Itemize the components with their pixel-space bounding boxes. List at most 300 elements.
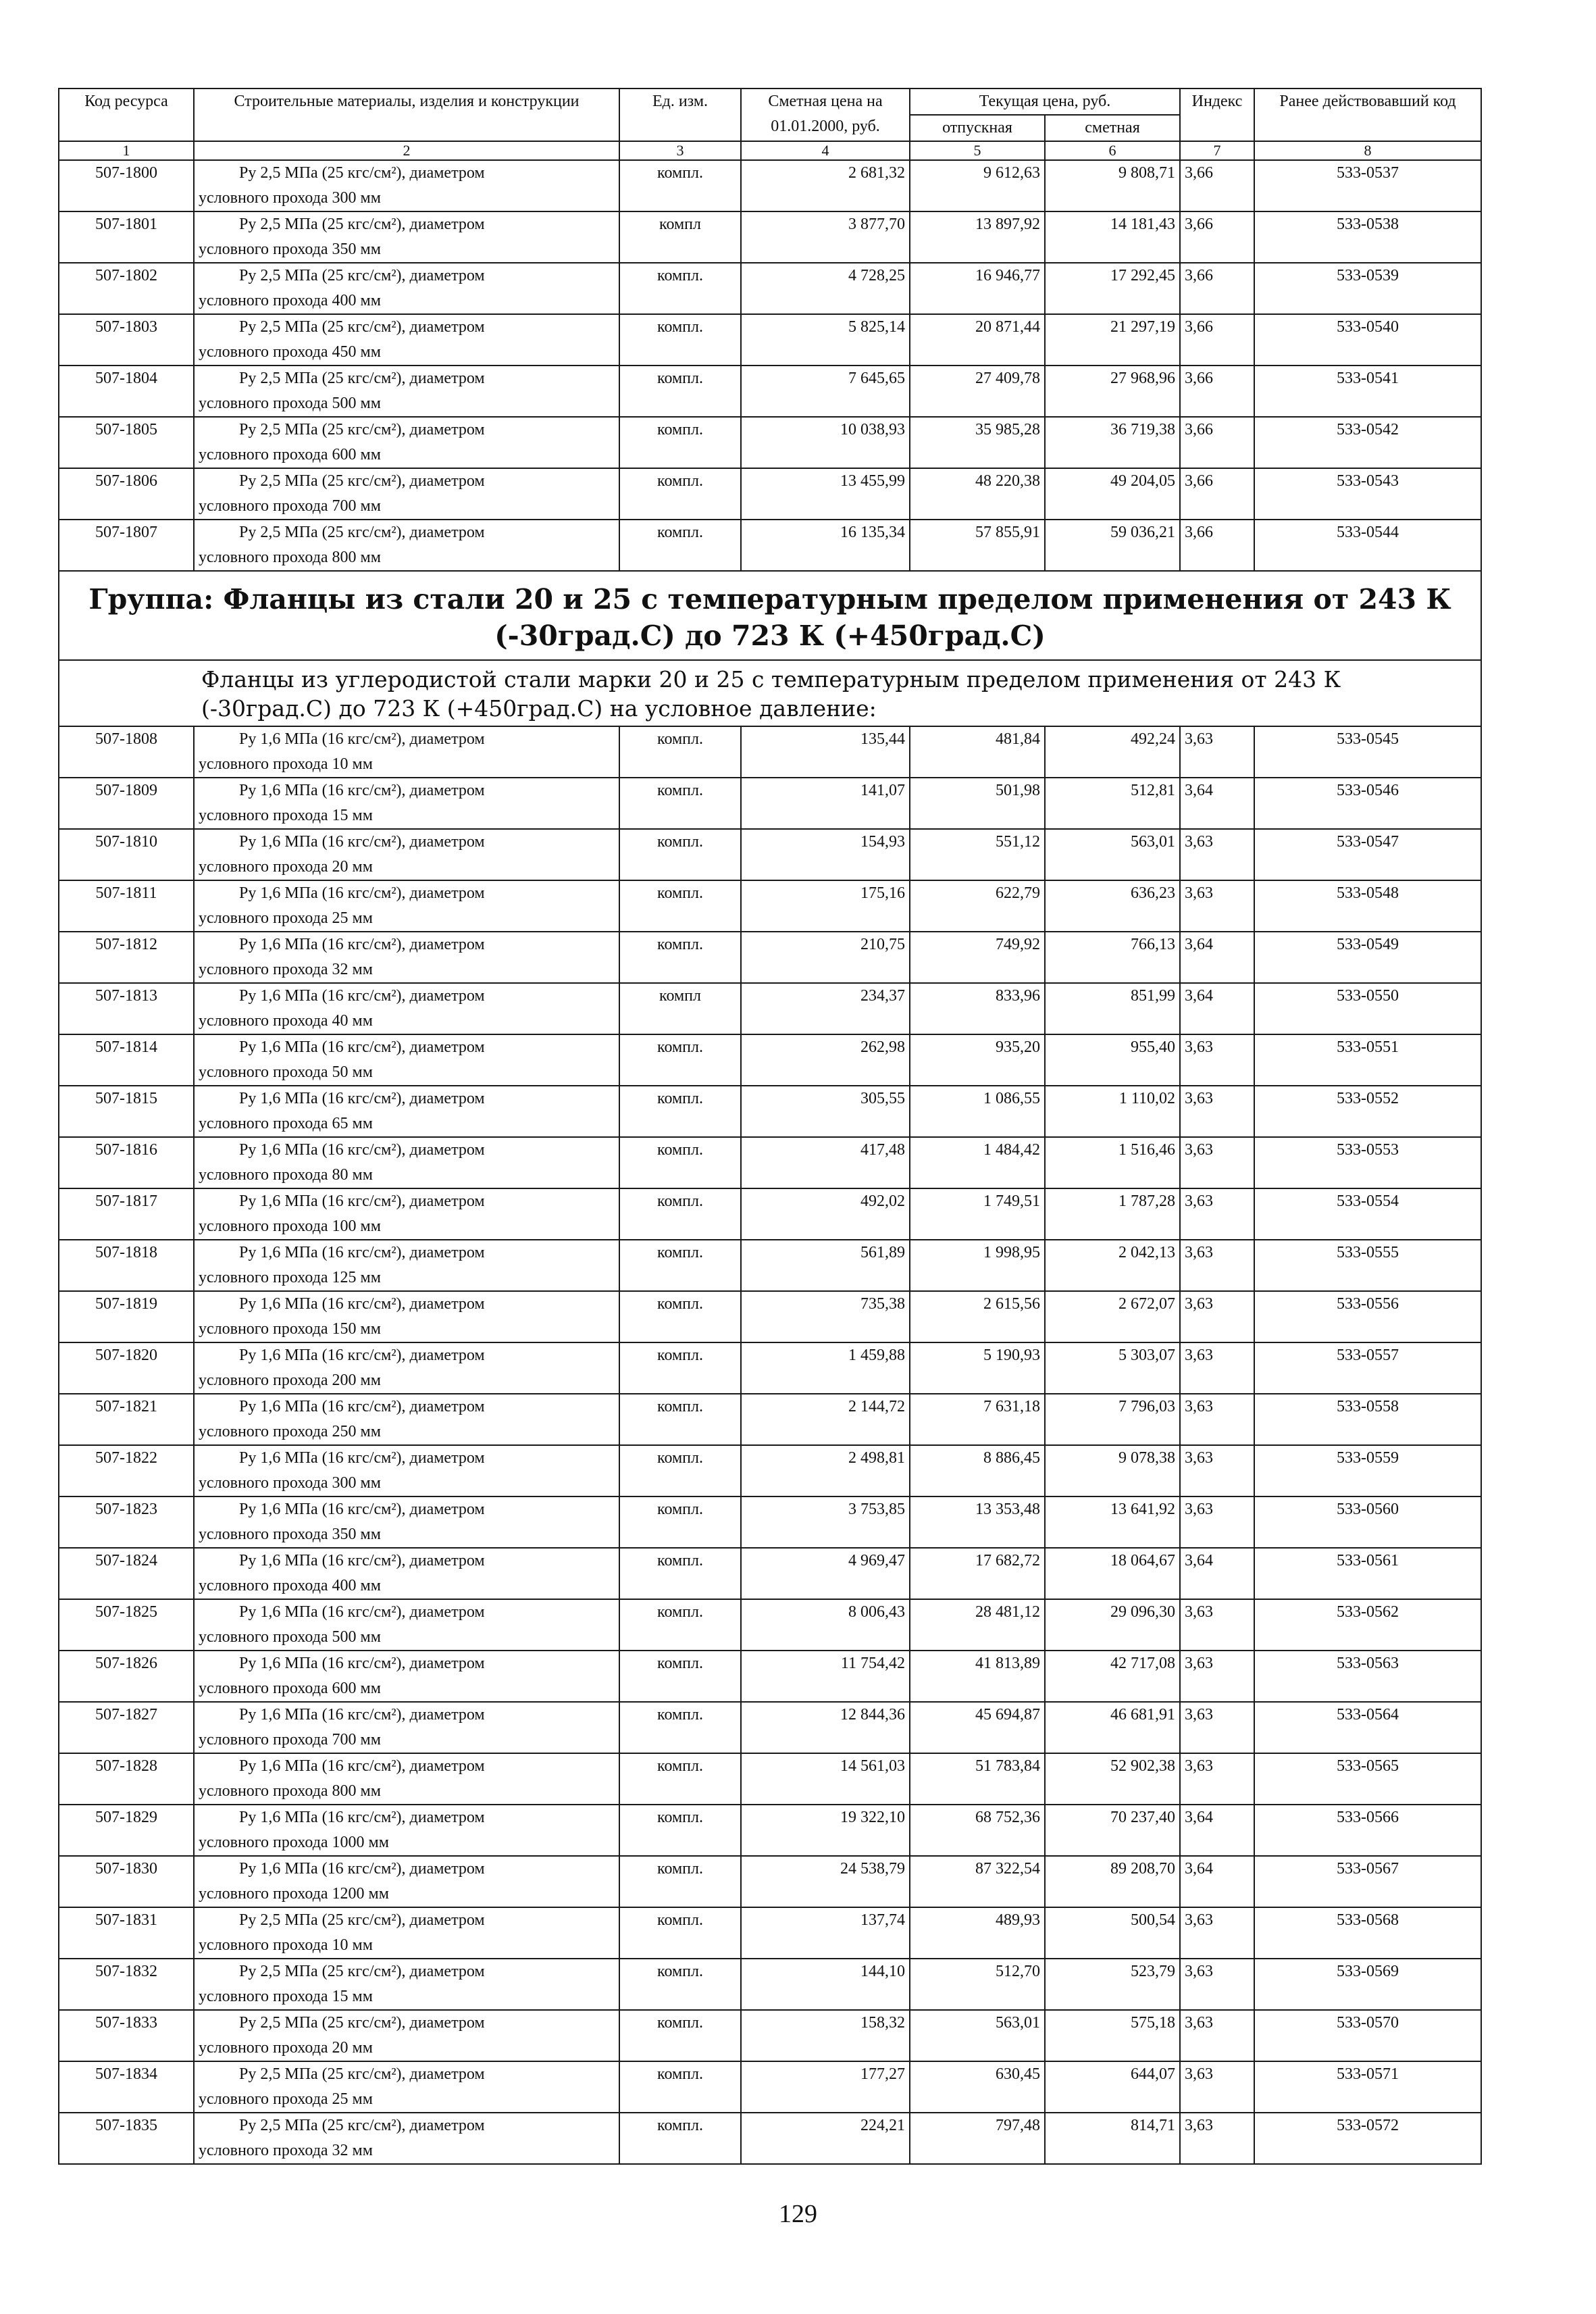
base-price: 175,16 xyxy=(741,880,910,932)
material-name xyxy=(194,1907,619,1959)
table-row xyxy=(59,314,1481,366)
estimate-price: 18 064,67 xyxy=(1045,1548,1180,1599)
header-base-price: Сметная цена на 01.01.2000, руб. xyxy=(741,89,910,141)
rows-section-a xyxy=(59,160,1481,571)
price-index: 3,63 xyxy=(1180,829,1254,880)
table-row xyxy=(59,1240,1481,1291)
release-price: 27 409,78 xyxy=(910,366,1045,417)
base-price: 144,10 xyxy=(741,1959,910,2010)
estimate-price: 512,81 xyxy=(1045,778,1180,829)
estimate-price: 851,99 xyxy=(1045,983,1180,1034)
previous-code: 533-0561 xyxy=(1254,1548,1481,1599)
material-name xyxy=(194,1342,619,1394)
previous-code: 533-0554 xyxy=(1254,1188,1481,1240)
material-name-line1: Ру 1,6 МПа (16 кгс/см²), диаметром xyxy=(239,1090,485,1107)
release-price: 501,98 xyxy=(910,778,1045,829)
table-row xyxy=(59,1599,1481,1651)
material-name-line2: условного прохода 400 мм xyxy=(199,1577,381,1594)
material-name-line2: условного прохода 25 мм xyxy=(199,2090,373,2108)
table-row xyxy=(59,417,1481,468)
material-name-line2: условного прохода 1000 мм xyxy=(199,1834,389,1851)
col-number: 8 xyxy=(1254,141,1481,160)
unit: компл. xyxy=(619,932,741,983)
material-name-line1: Ру 2,5 МПа (25 кгс/см²), диаметром xyxy=(239,524,485,541)
header-prev-code: Ранее действовавший код xyxy=(1254,89,1481,141)
table-row xyxy=(59,983,1481,1034)
price-index: 3,66 xyxy=(1180,160,1254,211)
unit: компл. xyxy=(619,1702,741,1753)
base-price: 262,98 xyxy=(741,1034,910,1086)
material-name-line2: условного прохода 250 мм xyxy=(199,1423,381,1440)
material-name-line1: Ру 1,6 МПа (16 кгс/см²), диаметром xyxy=(239,1244,485,1261)
table-row xyxy=(59,1034,1481,1086)
price-index: 3,63 xyxy=(1180,1496,1254,1548)
price-index: 3,63 xyxy=(1180,1034,1254,1086)
material-name xyxy=(194,932,619,983)
material-name-line2: условного прохода 200 мм xyxy=(199,1372,381,1389)
resource-code: 507-1800 xyxy=(59,160,194,211)
base-price: 177,27 xyxy=(741,2061,910,2113)
previous-code: 533-0547 xyxy=(1254,829,1481,880)
unit: компл. xyxy=(619,1086,741,1137)
estimate-price: 5 303,07 xyxy=(1045,1342,1180,1394)
material-name-line1: Ру 1,6 МПа (16 кгс/см²), диаметром xyxy=(239,1501,485,1518)
header-estimate-price: сметная xyxy=(1045,115,1180,141)
material-name-line1: Ру 1,6 МПа (16 кгс/см²), диаметром xyxy=(239,730,485,748)
unit: компл. xyxy=(619,1599,741,1651)
table-row xyxy=(59,1445,1481,1496)
resource-code: 507-1813 xyxy=(59,983,194,1034)
table-row xyxy=(59,1702,1481,1753)
base-price: 154,93 xyxy=(741,829,910,880)
previous-code: 533-0571 xyxy=(1254,2061,1481,2113)
price-index: 3,63 xyxy=(1180,1137,1254,1188)
estimate-price: 36 719,38 xyxy=(1045,417,1180,468)
table-row xyxy=(59,1753,1481,1805)
previous-code: 533-0553 xyxy=(1254,1137,1481,1188)
subgroup-title: Фланцы из углеродистой стали марки 20 и 25 с температурным пределом применения от 243 К (-30град.С) до 723 К (+450град.С) на условное давление: xyxy=(59,660,1481,726)
price-index: 3,63 xyxy=(1180,2010,1254,2061)
material-name-line1: Ру 1,6 МПа (16 кгс/см²), диаметром xyxy=(239,987,485,1005)
material-name-line2: условного прохода 15 мм xyxy=(199,807,373,824)
base-price: 4 728,25 xyxy=(741,263,910,314)
unit: компл. xyxy=(619,726,741,778)
base-price: 11 754,42 xyxy=(741,1651,910,1702)
rows-section-b xyxy=(59,726,1481,2164)
material-name-line2: условного прохода 300 мм xyxy=(199,189,381,207)
price-index: 3,66 xyxy=(1180,520,1254,571)
material-name-line1: Ру 2,5 МПа (25 кгс/см²), диаметром xyxy=(239,1963,485,1980)
table-row xyxy=(59,1959,1481,2010)
resource-code: 507-1823 xyxy=(59,1496,194,1548)
estimate-price: 14 181,43 xyxy=(1045,211,1180,263)
material-name-line1: Ру 1,6 МПа (16 кгс/см²), диаметром xyxy=(239,1347,485,1364)
release-price: 17 682,72 xyxy=(910,1548,1045,1599)
material-name-line2: условного прохода 350 мм xyxy=(199,1526,381,1543)
base-price: 16 135,34 xyxy=(741,520,910,571)
price-index: 3,66 xyxy=(1180,468,1254,520)
material-name xyxy=(194,1496,619,1548)
release-price: 551,12 xyxy=(910,829,1045,880)
previous-code: 533-0555 xyxy=(1254,1240,1481,1291)
price-index: 3,66 xyxy=(1180,314,1254,366)
base-price: 2 498,81 xyxy=(741,1445,910,1496)
table-row xyxy=(59,468,1481,520)
previous-code: 533-0539 xyxy=(1254,263,1481,314)
base-price: 224,21 xyxy=(741,2113,910,2164)
unit: компл. xyxy=(619,1856,741,1907)
estimate-price: 59 036,21 xyxy=(1045,520,1180,571)
estimate-price: 49 204,05 xyxy=(1045,468,1180,520)
unit: компл. xyxy=(619,2010,741,2061)
unit: компл. xyxy=(619,2113,741,2164)
material-name-line1: Ру 1,6 МПа (16 кгс/см²), диаметром xyxy=(239,1552,485,1569)
release-price: 35 985,28 xyxy=(910,417,1045,468)
material-name xyxy=(194,1805,619,1856)
material-name xyxy=(194,1651,619,1702)
table-row xyxy=(59,2010,1481,2061)
material-name-line1: Ру 1,6 МПа (16 кгс/см²), диаметром xyxy=(239,1295,485,1313)
col-number: 7 xyxy=(1180,141,1254,160)
previous-code: 533-0538 xyxy=(1254,211,1481,263)
material-name-line2: условного прохода 50 мм xyxy=(199,1063,373,1081)
release-price: 489,93 xyxy=(910,1907,1045,1959)
material-name xyxy=(194,160,619,211)
material-name-line2: условного прохода 80 мм xyxy=(199,1166,373,1184)
price-index: 3,63 xyxy=(1180,726,1254,778)
material-name-line2: условного прохода 125 мм xyxy=(199,1269,381,1286)
release-price: 41 813,89 xyxy=(910,1651,1045,1702)
price-index: 3,66 xyxy=(1180,263,1254,314)
header-release-price: отпускная xyxy=(910,115,1045,141)
material-name xyxy=(194,468,619,520)
col-number: 1 xyxy=(59,141,194,160)
table-row xyxy=(59,932,1481,983)
resource-code: 507-1822 xyxy=(59,1445,194,1496)
material-name-line1: Ру 1,6 МПа (16 кгс/см²), диаметром xyxy=(239,1757,485,1775)
material-name-line2: условного прохода 600 мм xyxy=(199,446,381,463)
header-unit: Ед. изм. xyxy=(619,89,741,141)
release-price: 8 886,45 xyxy=(910,1445,1045,1496)
estimate-price: 17 292,45 xyxy=(1045,263,1180,314)
base-price: 234,37 xyxy=(741,983,910,1034)
price-index: 3,63 xyxy=(1180,1086,1254,1137)
unit: компл. xyxy=(619,1034,741,1086)
material-name xyxy=(194,211,619,263)
release-price: 512,70 xyxy=(910,1959,1045,2010)
price-index: 3,64 xyxy=(1180,983,1254,1034)
estimate-price: 500,54 xyxy=(1045,1907,1180,1959)
unit: компл. xyxy=(619,1651,741,1702)
resource-code: 507-1815 xyxy=(59,1086,194,1137)
page-number: 129 xyxy=(779,2200,817,2228)
material-name-line2: условного прохода 20 мм xyxy=(199,858,373,876)
table-row xyxy=(59,1137,1481,1188)
previous-code: 533-0556 xyxy=(1254,1291,1481,1342)
base-price: 735,38 xyxy=(741,1291,910,1342)
estimate-price: 575,18 xyxy=(1045,2010,1180,2061)
price-index: 3,66 xyxy=(1180,211,1254,263)
table-row xyxy=(59,2113,1481,2164)
release-price: 833,96 xyxy=(910,983,1045,1034)
table-row xyxy=(59,1856,1481,1907)
price-index: 3,63 xyxy=(1180,2061,1254,2113)
release-price: 2 615,56 xyxy=(910,1291,1045,1342)
table-row xyxy=(59,1394,1481,1445)
release-price: 7 631,18 xyxy=(910,1394,1045,1445)
unit: компл. xyxy=(619,778,741,829)
price-index: 3,64 xyxy=(1180,932,1254,983)
material-name-line2: условного прохода 450 мм xyxy=(199,343,381,361)
previous-code: 533-0546 xyxy=(1254,778,1481,829)
resource-code: 507-1809 xyxy=(59,778,194,829)
base-price: 12 844,36 xyxy=(741,1702,910,1753)
release-price: 622,79 xyxy=(910,880,1045,932)
resource-code: 507-1812 xyxy=(59,932,194,983)
previous-code: 533-0572 xyxy=(1254,2113,1481,2164)
base-price: 7 645,65 xyxy=(741,366,910,417)
table-header xyxy=(59,89,1481,160)
previous-code: 533-0565 xyxy=(1254,1753,1481,1805)
base-price: 13 455,99 xyxy=(741,468,910,520)
material-name xyxy=(194,2010,619,2061)
estimate-price: 21 297,19 xyxy=(1045,314,1180,366)
resource-code: 507-1825 xyxy=(59,1599,194,1651)
release-price: 13 897,92 xyxy=(910,211,1045,263)
material-name xyxy=(194,2113,619,2164)
price-index: 3,63 xyxy=(1180,1959,1254,2010)
material-name-line2: условного прохода 600 мм xyxy=(199,1680,381,1697)
release-price: 749,92 xyxy=(910,932,1045,983)
previous-code: 533-0558 xyxy=(1254,1394,1481,1445)
previous-code: 533-0537 xyxy=(1254,160,1481,211)
price-index: 3,63 xyxy=(1180,2113,1254,2164)
base-price: 141,07 xyxy=(741,778,910,829)
release-price: 68 752,36 xyxy=(910,1805,1045,1856)
release-price: 16 946,77 xyxy=(910,263,1045,314)
material-name-line2: условного прохода 700 мм xyxy=(199,497,381,515)
price-index: 3,63 xyxy=(1180,880,1254,932)
material-name xyxy=(194,983,619,1034)
base-price: 5 825,14 xyxy=(741,314,910,366)
previous-code: 533-0543 xyxy=(1254,468,1481,520)
base-price: 492,02 xyxy=(741,1188,910,1240)
resource-code: 507-1807 xyxy=(59,520,194,571)
header-code: Код ресурса xyxy=(59,89,194,141)
estimate-price: 13 641,92 xyxy=(1045,1496,1180,1548)
material-name-line2: условного прохода 40 мм xyxy=(199,1012,373,1030)
base-price: 1 459,88 xyxy=(741,1342,910,1394)
estimate-price: 766,13 xyxy=(1045,932,1180,983)
price-index: 3,63 xyxy=(1180,1342,1254,1394)
estimate-price: 955,40 xyxy=(1045,1034,1180,1086)
material-name xyxy=(194,1086,619,1137)
release-price: 1 086,55 xyxy=(910,1086,1045,1137)
price-index: 3,66 xyxy=(1180,417,1254,468)
unit: компл. xyxy=(619,417,741,468)
material-name-line2: условного прохода 300 мм xyxy=(199,1474,381,1492)
unit: компл. xyxy=(619,520,741,571)
release-price: 45 694,87 xyxy=(910,1702,1045,1753)
header-index: Индекс xyxy=(1180,89,1254,141)
base-price: 3 753,85 xyxy=(741,1496,910,1548)
material-name xyxy=(194,1548,619,1599)
material-name-line1: Ру 1,6 МПа (16 кгс/см²), диаметром xyxy=(239,884,485,902)
price-index: 3,63 xyxy=(1180,1188,1254,1240)
price-index: 3,63 xyxy=(1180,1240,1254,1291)
price-index: 3,63 xyxy=(1180,1291,1254,1342)
resource-code: 507-1801 xyxy=(59,211,194,263)
base-price: 19 322,10 xyxy=(741,1805,910,1856)
resource-code: 507-1814 xyxy=(59,1034,194,1086)
resource-code: 507-1830 xyxy=(59,1856,194,1907)
estimate-price: 2 672,07 xyxy=(1045,1291,1180,1342)
release-price: 51 783,84 xyxy=(910,1753,1045,1805)
release-price: 5 190,93 xyxy=(910,1342,1045,1394)
resource-code: 507-1826 xyxy=(59,1651,194,1702)
resource-code: 507-1806 xyxy=(59,468,194,520)
base-price: 305,55 xyxy=(741,1086,910,1137)
price-index: 3,63 xyxy=(1180,1702,1254,1753)
resource-code: 507-1831 xyxy=(59,1907,194,1959)
release-price: 9 612,63 xyxy=(910,160,1045,211)
unit: компл. xyxy=(619,263,741,314)
unit: компл. xyxy=(619,1548,741,1599)
previous-code: 533-0540 xyxy=(1254,314,1481,366)
material-name-line1: Ру 1,6 МПа (16 кгс/см²), диаметром xyxy=(239,1398,485,1415)
table-row xyxy=(59,778,1481,829)
group-section xyxy=(59,571,1481,726)
estimate-price: 492,24 xyxy=(1045,726,1180,778)
release-price: 1 749,51 xyxy=(910,1188,1045,1240)
resource-code: 507-1834 xyxy=(59,2061,194,2113)
resource-code: 507-1810 xyxy=(59,829,194,880)
unit: компл. xyxy=(619,1959,741,2010)
table-row xyxy=(59,829,1481,880)
release-price: 630,45 xyxy=(910,2061,1045,2113)
material-name-line2: условного прохода 65 мм xyxy=(199,1115,373,1132)
material-name-line1: Ру 1,6 МПа (16 кгс/см²), диаметром xyxy=(239,1449,485,1467)
material-name xyxy=(194,1394,619,1445)
price-table xyxy=(58,88,1482,2165)
resource-code: 507-1833 xyxy=(59,2010,194,2061)
material-name-line1: Ру 1,6 МПа (16 кгс/см²), диаметром xyxy=(239,833,485,851)
resource-code: 507-1829 xyxy=(59,1805,194,1856)
previous-code: 533-0563 xyxy=(1254,1651,1481,1702)
previous-code: 533-0544 xyxy=(1254,520,1481,571)
material-name xyxy=(194,314,619,366)
resource-code: 507-1835 xyxy=(59,2113,194,2164)
price-index: 3,63 xyxy=(1180,1394,1254,1445)
material-name-line2: условного прохода 20 мм xyxy=(199,2039,373,2057)
unit: компл. xyxy=(619,314,741,366)
unit: компл. xyxy=(619,1394,741,1445)
material-name-line1: Ру 2,5 МПа (25 кгс/см²), диаметром xyxy=(239,164,485,182)
material-name-line2: условного прохода 700 мм xyxy=(199,1731,381,1749)
base-price: 417,48 xyxy=(741,1137,910,1188)
material-name-line2: условного прохода 500 мм xyxy=(199,395,381,412)
col-number: 2 xyxy=(194,141,619,160)
material-name xyxy=(194,1137,619,1188)
table-row xyxy=(59,1342,1481,1394)
estimate-price: 1 516,46 xyxy=(1045,1137,1180,1188)
estimate-price: 9 808,71 xyxy=(1045,160,1180,211)
release-price: 20 871,44 xyxy=(910,314,1045,366)
previous-code: 533-0560 xyxy=(1254,1496,1481,1548)
table-row xyxy=(59,1291,1481,1342)
release-price: 935,20 xyxy=(910,1034,1045,1086)
previous-code: 533-0548 xyxy=(1254,880,1481,932)
material-name-line1: Ру 2,5 МПа (25 кгс/см²), диаметром xyxy=(239,2014,485,2032)
resource-code: 507-1819 xyxy=(59,1291,194,1342)
material-name xyxy=(194,263,619,314)
base-price: 158,32 xyxy=(741,2010,910,2061)
material-name xyxy=(194,520,619,571)
price-index: 3,64 xyxy=(1180,1805,1254,1856)
resource-code: 507-1804 xyxy=(59,366,194,417)
base-price: 2 144,72 xyxy=(741,1394,910,1445)
unit: компл xyxy=(619,211,741,263)
price-index: 3,63 xyxy=(1180,1651,1254,1702)
base-price: 10 038,93 xyxy=(741,417,910,468)
previous-code: 533-0568 xyxy=(1254,1907,1481,1959)
material-name-line1: Ру 2,5 МПа (25 кгс/см²), диаметром xyxy=(239,2117,485,2134)
release-price: 1 484,42 xyxy=(910,1137,1045,1188)
unit: компл. xyxy=(619,1496,741,1548)
material-name xyxy=(194,2061,619,2113)
material-name-line2: условного прохода 100 мм xyxy=(199,1217,381,1235)
previous-code: 533-0545 xyxy=(1254,726,1481,778)
material-name xyxy=(194,778,619,829)
unit: компл. xyxy=(619,880,741,932)
previous-code: 533-0570 xyxy=(1254,2010,1481,2061)
price-index: 3,63 xyxy=(1180,1753,1254,1805)
material-name-line2: условного прохода 25 мм xyxy=(199,909,373,927)
table-row xyxy=(59,520,1481,571)
material-name xyxy=(194,1291,619,1342)
unit: компл. xyxy=(619,829,741,880)
estimate-price: 89 208,70 xyxy=(1045,1856,1180,1907)
resource-code: 507-1828 xyxy=(59,1753,194,1805)
table-row xyxy=(59,880,1481,932)
material-name xyxy=(194,726,619,778)
material-name-line1: Ру 2,5 МПа (25 кгс/см²), диаметром xyxy=(239,2065,485,2083)
material-name-line1: Ру 2,5 МПа (25 кгс/см²), диаметром xyxy=(239,267,485,284)
release-price: 797,48 xyxy=(910,2113,1045,2164)
resource-code: 507-1827 xyxy=(59,1702,194,1753)
col-number: 3 xyxy=(619,141,741,160)
table-row xyxy=(59,2061,1481,2113)
col-number: 5 xyxy=(910,141,1045,160)
table-row xyxy=(59,211,1481,263)
estimate-price: 29 096,30 xyxy=(1045,1599,1180,1651)
unit: компл. xyxy=(619,1907,741,1959)
resource-code: 507-1818 xyxy=(59,1240,194,1291)
unit: компл. xyxy=(619,366,741,417)
unit: компл xyxy=(619,983,741,1034)
table-row xyxy=(59,726,1481,778)
price-index: 3,64 xyxy=(1180,778,1254,829)
price-index: 3,64 xyxy=(1180,1856,1254,1907)
estimate-price: 563,01 xyxy=(1045,829,1180,880)
material-name-line2: условного прохода 400 мм xyxy=(199,292,381,309)
release-price: 481,84 xyxy=(910,726,1045,778)
material-name xyxy=(194,1445,619,1496)
release-price: 28 481,12 xyxy=(910,1599,1045,1651)
base-price: 3 877,70 xyxy=(741,211,910,263)
material-name-line1: Ру 1,6 МПа (16 кгс/см²), диаметром xyxy=(239,1860,485,1878)
estimate-price: 523,79 xyxy=(1045,1959,1180,2010)
